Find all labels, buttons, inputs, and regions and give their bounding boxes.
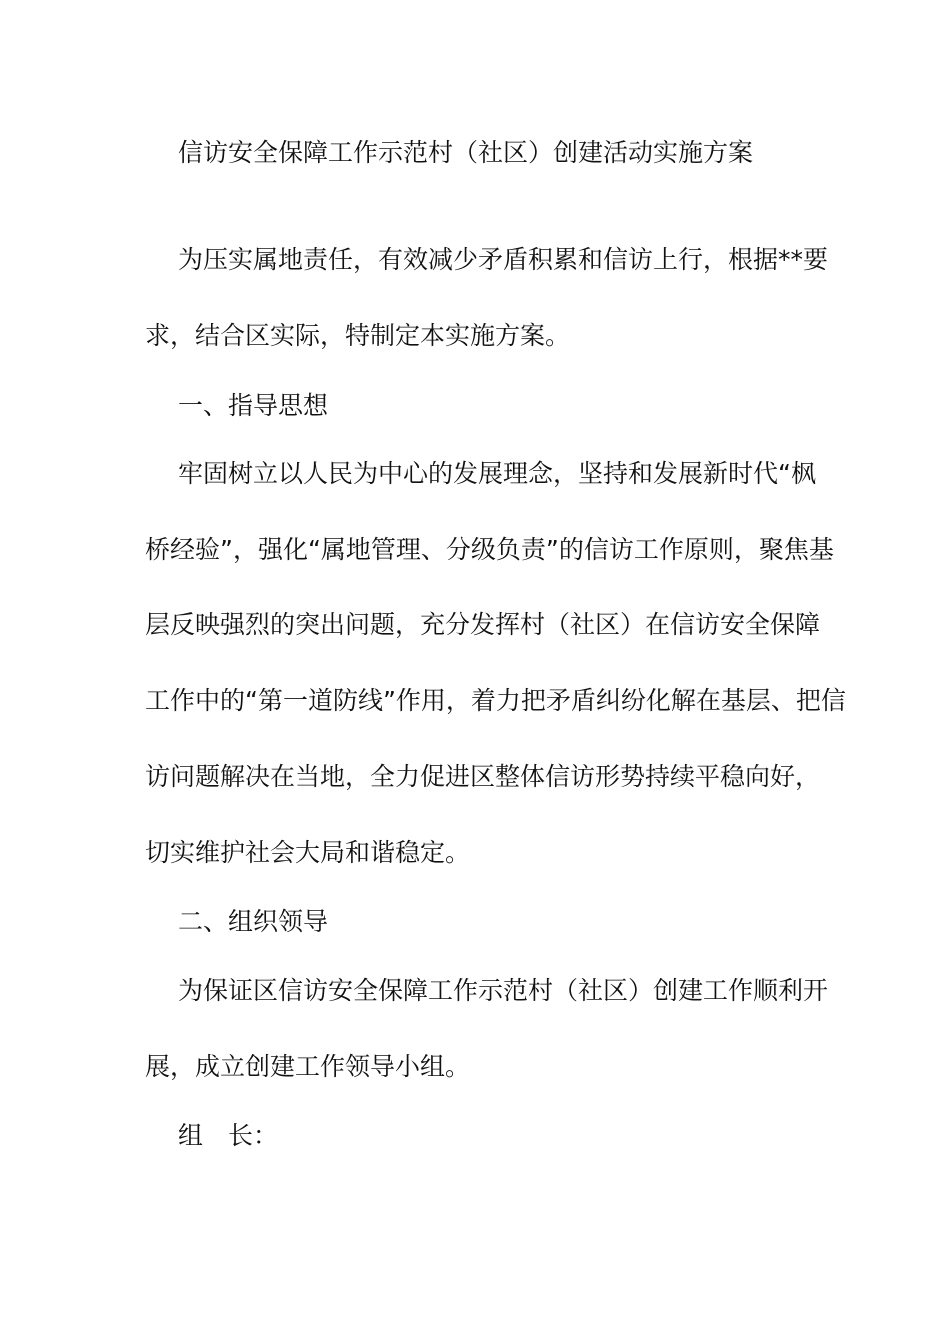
section-1-line-1: 牢固树立以人民为中心的发展理念，坚持和发展新时代“枫 (178, 459, 816, 488)
section-1-line-4: 工作中的“第一道防线”作用，着力把矛盾纠纷化解在基层、把信 (145, 686, 846, 715)
section-2-line-2: 展，成立创建工作领导小组。 (145, 1052, 471, 1081)
leader-label: 组 长： (178, 1121, 279, 1150)
section-2-heading: 二、组织领导 (178, 907, 329, 936)
section-1-line-6: 切实维护社会大局和谐稳定。 (145, 838, 471, 867)
section-1-line-5: 访问题解决在当地，全力促进区整体信访形势持续平稳向好， (145, 762, 821, 791)
section-2-line-1: 为保证区信访安全保障工作示范村（社区）创建工作顺利开 (178, 976, 829, 1005)
section-1-line-3: 层反映强烈的突出问题，充分发挥村（社区）在信访安全保障 (145, 610, 821, 639)
intro-line-2: 求，结合区实际，特制定本实施方案。 (145, 321, 571, 350)
section-1-line-2: 桥经验”，强化“属地管理、分级负责”的信访工作原则，聚焦基 (145, 535, 834, 564)
section-1-heading: 一、指导思想 (178, 391, 329, 420)
document-title: 信访安全保障工作示范村（社区）创建活动实施方案 (178, 138, 754, 167)
intro-line-1: 为压实属地责任，有效减少矛盾积累和信访上行，根据**要 (178, 245, 829, 274)
